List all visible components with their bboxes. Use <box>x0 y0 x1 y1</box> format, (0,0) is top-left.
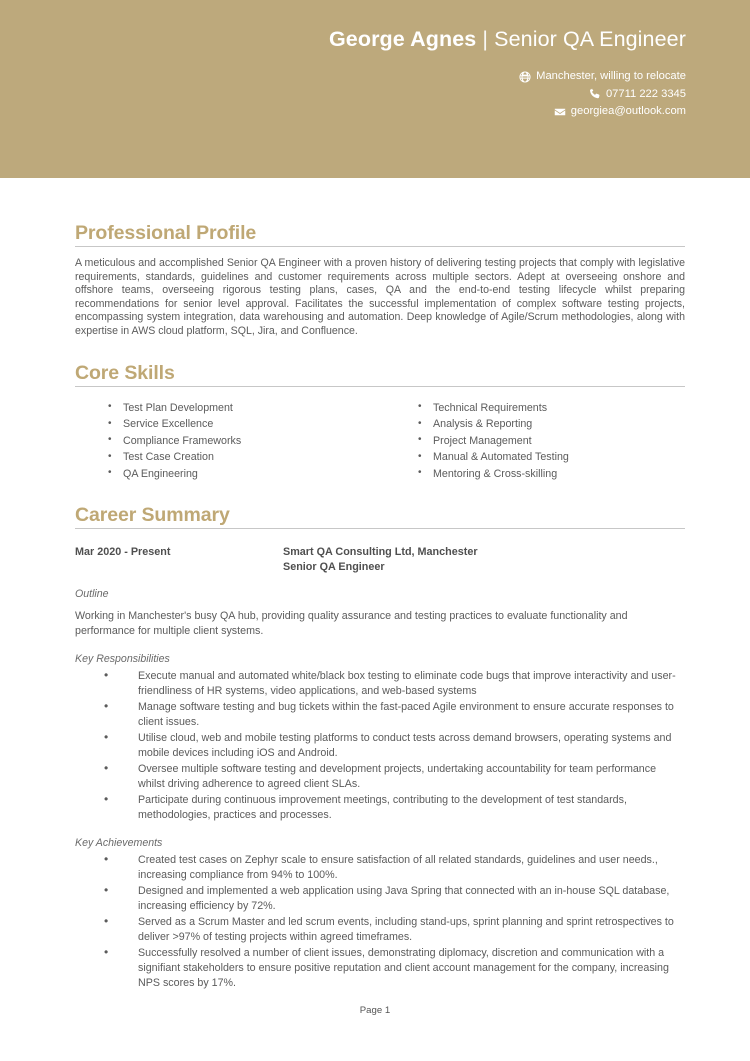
skill-item: • Project Management <box>415 433 725 450</box>
skill-item: • Manual & Automated Testing <box>415 449 725 466</box>
globe-icon <box>519 71 531 83</box>
header-name-line <box>0 26 686 52</box>
page-number: Page 1 <box>359 1005 391 1016</box>
candidate-name: George Agnes <box>328 27 477 51</box>
list-item: • Designed and implemented a web application using Java Spring that connected with an in-house SQL database, increasing efficiency by 72%. <box>75 884 685 914</box>
skill-item: • Mentoring & Cross-skilling <box>415 466 725 483</box>
contact-phone <box>0 86 686 104</box>
contact-email <box>0 103 686 121</box>
skill-item: • Technical Requirements <box>415 400 725 417</box>
job-title: Senior QA Engineer <box>283 560 385 573</box>
skill-item: • QA Engineering <box>105 466 415 483</box>
skill-item: • Test Plan Development <box>105 400 415 417</box>
list-item: • Participate during continuous improvement meetings, contributing to the development of test standards, methodologies, practices and processes. <box>75 793 685 823</box>
achievements-label: Key Achievements <box>75 837 163 850</box>
list-item: • Successfully resolved a number of client issues, demonstrating diplomacy, discretion and communication with a signifiant stakeholders to ensure positive reputation and client account management for the company, increasing NPS scores by 17%. <box>75 946 685 991</box>
contact-location-text: Manchester, willing to relocate <box>536 70 686 82</box>
contact-location <box>0 68 686 86</box>
contact-email-text: georgiea@outlook.com <box>570 105 686 117</box>
list-item: • Utilise cloud, web and mobile testing platforms to conduct tests across demand browsers, operating systems and mobile devices including iOS and Android. <box>75 731 685 761</box>
section-career-summary <box>75 504 685 991</box>
resume-header <box>0 0 750 178</box>
core-skills-column-left <box>105 400 415 483</box>
achievements-list <box>75 853 685 991</box>
section-title-profile: Professional Profile <box>75 222 685 247</box>
skill-item: • Analysis & Reporting <box>415 416 725 433</box>
section-title-core-skills: Core Skills <box>75 362 685 387</box>
outline-label: Outline <box>75 588 109 601</box>
envelope-icon <box>554 106 566 118</box>
section-core-skills <box>75 362 685 483</box>
contact-list <box>0 68 686 121</box>
contact-phone-text: 07711 222 3345 <box>605 87 686 100</box>
profile-body-text: A meticulous and accomplished Senior QA Engineer with a proven history of delivering testing projects that comply with legislative requirements, standards, guidelines and customer requirements across multiple sectors. Adept at overseeing onshore and offshore teams, overseeing rigorous testing plans, cases, QA and the end-to-end testing lifecycle whilst preparing recommendations for senior level approval. Facilitates the successful implementation of complex software testing projects, encompassing system integration, data warehousing and automation. Deep knowledge of Agile/Scrum methodologies, along with expertise in AWS cloud platform, SQL, Jira, and Confluence. <box>75 257 685 337</box>
section-professional-profile <box>75 222 685 339</box>
list-item: • Served as a Scrum Master and led scrum events, including stand-ups, sprint planning and sprint retrospectives to deliver >97% of testing projects within agreed timeframes. <box>75 915 685 945</box>
job-company-role <box>283 545 685 574</box>
page-footer <box>0 1005 750 1016</box>
outline-text: Working in Manchester's busy QA hub, providing quality assurance and testing practices to evaluate functionality and performance for multiple client systems. <box>75 610 628 638</box>
skill-item: • Test Case Creation <box>105 449 415 466</box>
responsibilities-label: Key Responsibilities <box>75 653 170 666</box>
job-entry-header <box>75 545 685 574</box>
section-title-career-summary: Career Summary <box>75 504 685 529</box>
job-company: Smart QA Consulting Ltd, Manchester <box>283 546 478 559</box>
name-role-separator: | <box>482 27 489 51</box>
job-dates: Mar 2020 - Present <box>75 546 171 559</box>
skill-item: • Service Excellence <box>105 416 415 433</box>
list-item: • Oversee multiple software testing and development projects, undertaking accountability for team performance whilst driving adherence to agreed client SLAs. <box>75 762 685 792</box>
list-item: • Execute manual and automated white/black box testing to eliminate code bugs that improve interactivity and user-friendliness of HR systems, video applications, and web-based systems <box>75 669 685 699</box>
candidate-role: Senior QA Engineer <box>494 27 686 51</box>
core-skills-columns <box>75 400 685 483</box>
phone-icon <box>589 88 601 100</box>
list-item: • Manage software testing and bug tickets within the fast-paced Agile environment to ensure accurate responses to client issues. <box>75 700 685 730</box>
resume-body <box>0 222 750 991</box>
core-skills-column-right <box>415 400 725 483</box>
skill-item: • Compliance Frameworks <box>105 433 415 450</box>
responsibilities-list <box>75 669 685 823</box>
list-item: • Created test cases on Zephyr scale to ensure satisfaction of all related standards, guidelines and user needs., increasing compliance from 94% to 100%. <box>75 853 685 883</box>
